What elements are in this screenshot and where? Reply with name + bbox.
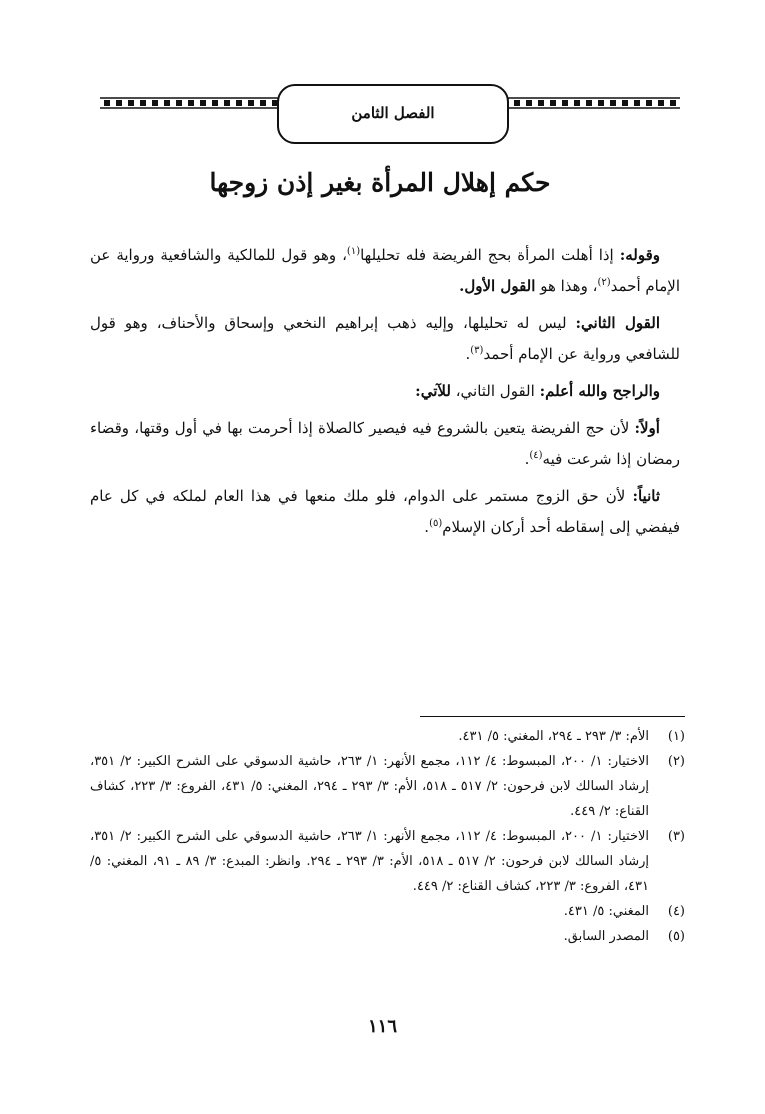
footnote-ref-4: (٤)	[529, 450, 543, 461]
p4-lead: أولاً:	[634, 419, 660, 437]
p1-text-c: ، وهذا هو	[540, 277, 598, 295]
chapter-header	[100, 84, 680, 140]
chapter-cartouche	[277, 84, 509, 144]
paragraph-4	[90, 413, 680, 475]
p5-text-a: لأن حق الزوج مستمر على الدوام، فلو ملك منعها في هذا العام لملكه في كل عام فيفضي إلى إسقاطه أحد أركان الإسلام	[90, 487, 680, 536]
chapter-label: الفصل الثامن	[351, 104, 435, 122]
footnote-number: (٣)	[667, 829, 685, 844]
section-title: حكم إهلال المرأة بغير إذن زوجها	[209, 168, 551, 197]
body-text	[90, 240, 680, 549]
p5-text-b: .	[424, 518, 430, 536]
footnote-1	[90, 724, 685, 749]
footnote-number: (٥)	[667, 929, 685, 944]
p2-text-b: .	[465, 345, 471, 363]
p1-text-a: إذا أهلت المرأة بحج الفريضة فله تحليلها	[360, 246, 614, 264]
p1-tail: القول الأول.	[459, 277, 536, 295]
p2-lead: القول الثاني:	[575, 314, 660, 332]
footnote-ref-5: (٥)	[429, 518, 443, 529]
footnote-4	[90, 899, 685, 924]
footnote-ref-1: (١)	[346, 246, 361, 257]
p3-lead: والراجح والله أعلم:	[539, 382, 660, 400]
p1-text-b: ، وهو قول للمالكية والشافعية ورواية عن الإمام أحمد	[90, 246, 680, 295]
p2-text-a: ليس له تحليلها، وإليه ذهب إبراهيم النخعي وإسحاق والأحناف، وهو قول للشافعي ورواية عن الإمام أحمد	[90, 314, 680, 363]
p1-lead: وقوله:	[619, 246, 660, 264]
footnote-text: المصدر السابق.	[563, 929, 649, 944]
footnote-text: المغني: ٥/ ٤٣١.	[563, 904, 649, 919]
p4-text-b: .	[524, 450, 530, 468]
footnote-3	[90, 824, 685, 899]
page-number: ١١٦	[367, 1016, 397, 1037]
p3-tail: للآتي:	[415, 382, 451, 400]
footnote-text: الأم: ٣/ ٢٩٣ ـ ٢٩٤، المغني: ٥/ ٤٣١.	[458, 729, 649, 744]
footnote-number: (٢)	[667, 754, 685, 769]
footnotes	[90, 724, 685, 949]
footnote-ref-3: (٣)	[470, 345, 484, 356]
paragraph-2	[90, 308, 680, 370]
footnote-text: الاختيار: ١/ ٢٠٠، المبسوط: ٤/ ١١٢، مجمع الأنهر: ١/ ٢٦٣، حاشية الدسوقي على الشرح الكبير: ٢/ ٣٥١، إرشاد السالك لابن فرحون: ٢/ ٥١٧ ـ ٥١٨، الأم: ٣/ ٢٩٣ ـ ٢٩٤، المغني: ٥/ ٤٣١، الفروع: ٣/ ٢٢٣، كشاف القناع: ٢/ ٤٤٩.	[90, 754, 650, 819]
p3-text: القول الثاني،	[455, 382, 535, 400]
footnote-5	[90, 924, 685, 949]
p5-lead: ثانياً:	[632, 487, 660, 505]
p4-text-a: لأن حج الفريضة يتعين بالشروع فيه فيصير كالصلاة إذا أحرمت بها في أول وقتها، وقضاء رمضان إذا شرعت فيه	[90, 419, 680, 468]
ornament-border-right	[500, 96, 680, 110]
footnote-number: (٤)	[667, 904, 685, 919]
ornament-border-left	[100, 96, 280, 110]
paragraph-5	[90, 481, 680, 543]
paragraph-1	[90, 240, 680, 302]
footnote-text: الاختيار: ١/ ٢٠٠، المبسوط: ٤/ ١١٢، مجمع الأنهر: ١/ ٢٦٣، حاشية الدسوقي على الشرح الكبير: ٢/ ٣٥١، إرشاد السالك لابن فرحون: ٢/ ٥١٧ ـ ٥١٨، الأم: ٣/ ٢٩٣ ـ ٢٩٤. وانظر: المبدع: ٣/ ٨٩ ـ ٩١، المغني: ٥/ ٤٣١، الفروع: ٣/ ٢٢٣، كشاف القناع: ٢/ ٤٤٩.	[90, 829, 650, 894]
footnote-number: (١)	[667, 729, 685, 744]
paragraph-3	[90, 376, 680, 407]
footnote-ref-2: (٢)	[597, 277, 611, 288]
footnote-separator	[420, 716, 685, 717]
footnote-2	[90, 749, 685, 824]
